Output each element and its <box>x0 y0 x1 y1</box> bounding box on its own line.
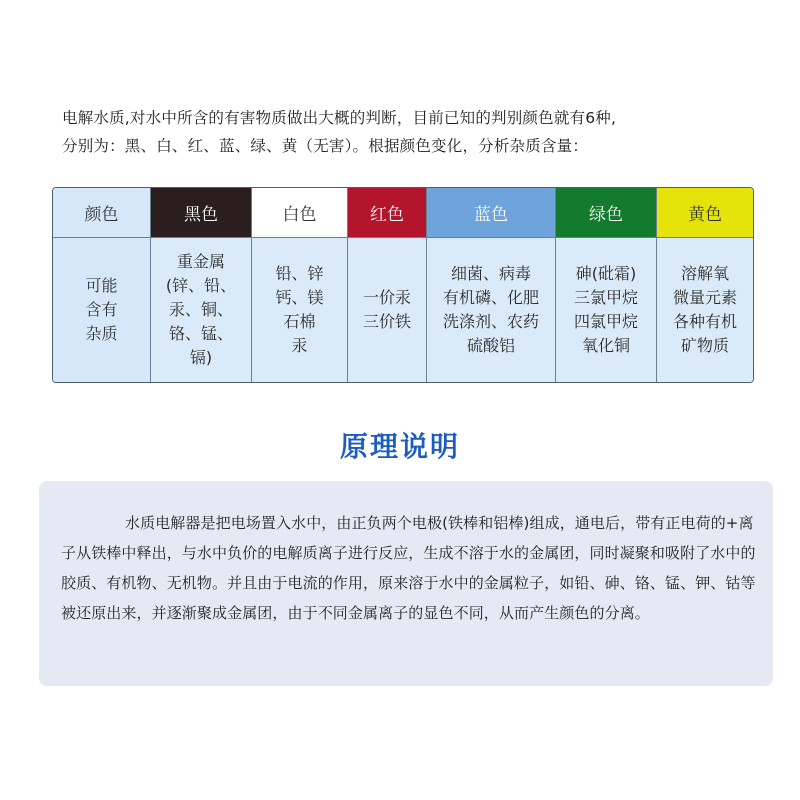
cell-black: 重金属 (锌、铅、 汞、铜、 铬、锰、 镉) <box>165 252 237 367</box>
header-yellow: 黄色 <box>657 188 753 238</box>
principle-box <box>39 481 773 686</box>
header-black: 黑色 <box>151 188 252 238</box>
intro-line-1: 电解水质,对水中所含的有害物质做出大概的判断，目前已知的判别颜色就有6种, <box>62 109 617 127</box>
impurity-row <box>53 238 753 382</box>
header-white: 白色 <box>252 188 348 238</box>
color-impurity-table <box>52 187 754 383</box>
header-green: 绿色 <box>556 188 657 238</box>
intro-line-2: 分别为：黑、白、红、蓝、绿、黄（无害）。根据颜色变化，分析杂质含量： <box>62 137 589 155</box>
intro-text <box>62 104 782 160</box>
cell-white: 铅、锌 钙、镁 石棉 汞 <box>275 264 324 355</box>
cell-blue: 细菌、病毒 有机磷、化肥 洗涤剂、农药 硫酸铝 <box>442 264 539 355</box>
header-red: 红色 <box>348 188 427 238</box>
principle-text: 水质电解器是把电场置入水中，由正负两个电极(铁棒和铝棒)组成，通电后，带有正电荷的+离子从铁棒中释出，与水中负价的电解质离子进行反应，生成不溶于水的金属团，同时凝聚和吸附了水中的胶质、有机物、无机物。并且由于电流的作用，原来溶于水中的金属粒子，如铅、砷、铬、锰、钾、钴等被还原出来，并逐渐聚成金属团，由于不同金属离子的显色不同，从而产生颜色的分离。 <box>61 514 756 622</box>
cell-green: 砷(砒霜) 三氯甲烷 四氯甲烷 氧化铜 <box>573 264 638 355</box>
cell-red: 一价汞 三价铁 <box>362 288 411 331</box>
header-row <box>53 188 753 238</box>
section-title: 原理说明 <box>339 430 460 463</box>
row-label: 可能 含有 杂质 <box>85 276 118 343</box>
header-label: 颜色 <box>53 188 151 238</box>
header-blue: 蓝色 <box>427 188 556 238</box>
cell-yellow: 溶解氧 微量元素 各种有机 矿物质 <box>672 264 737 355</box>
